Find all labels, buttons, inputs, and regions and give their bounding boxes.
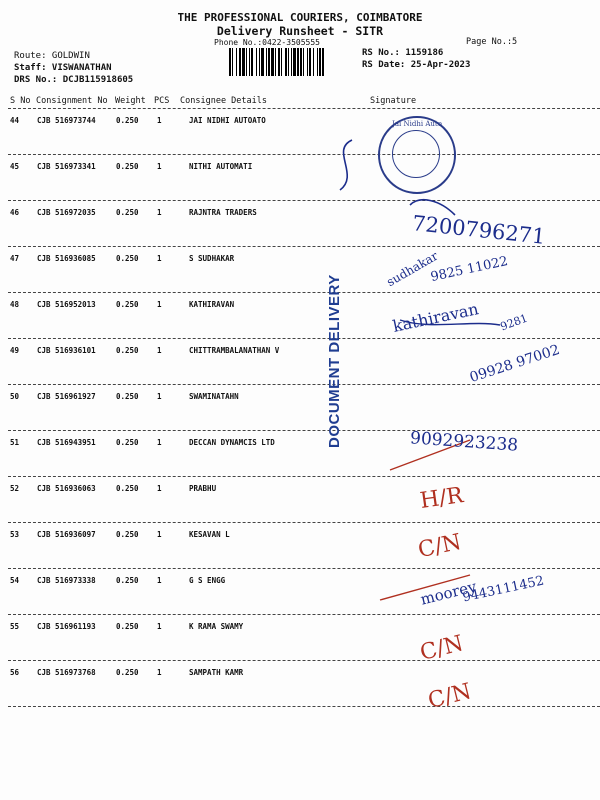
row-sno: 44 xyxy=(10,116,20,125)
row-consignee: K RAMA SWAMY xyxy=(189,622,244,631)
row-weight: 0.250 xyxy=(116,484,139,493)
row-weight: 0.250 xyxy=(116,530,139,539)
row-consignment-no: CJB 516973768 xyxy=(37,668,96,677)
rs-number: RS No.: 1159186 xyxy=(362,48,444,58)
row-weight: 0.250 xyxy=(116,576,139,585)
row-consignee: KESAVAN L xyxy=(189,530,230,539)
row-sno: 54 xyxy=(10,576,20,585)
row-sno: 49 xyxy=(10,346,20,355)
row-consignment-no: CJB 516973744 xyxy=(37,116,96,125)
handwritten-phone-46: 7200796271 xyxy=(411,211,547,249)
row-consignee: DECCAN DYNAMCIS LTD xyxy=(189,438,275,447)
row-consignee: NITHI AUTOMATI xyxy=(189,162,253,171)
rs-date: RS Date: 25-Apr-2023 xyxy=(362,60,471,70)
handwritten-name-48: kathiravan xyxy=(390,299,481,336)
row-pcs: 1 xyxy=(157,300,162,309)
row-sno: 47 xyxy=(10,254,20,263)
document-delivery-stamp: DOCUMENT DELIVERY xyxy=(326,274,343,448)
row-weight: 0.250 xyxy=(116,116,139,125)
row-sno: 51 xyxy=(10,438,20,447)
handwritten-cln-55: C/N xyxy=(417,631,466,666)
route-label: Route: GOLDWIN xyxy=(14,51,90,61)
handwritten-num-49: 09928 97002 xyxy=(467,341,562,387)
row-consignment-no: CJB 516943951 xyxy=(37,438,96,447)
row-consignee: SAMPATH KAMR xyxy=(189,668,244,677)
row-sno: 46 xyxy=(10,208,20,217)
row-consignment-no: CJB 516961193 xyxy=(37,622,96,631)
col-header-consignment: Consignment No xyxy=(36,96,108,106)
row-pcs: 1 xyxy=(157,346,162,355)
handwritten-num-48: 9281 xyxy=(498,311,530,334)
col-header-weight: Weight xyxy=(115,96,146,106)
row-weight: 0.250 xyxy=(116,438,139,447)
row-consignee: PRABHU xyxy=(189,484,217,493)
page-number: Page No.:5 xyxy=(466,37,518,47)
staff-label: Staff: VISWANATHAN xyxy=(14,63,112,73)
row-pcs: 1 xyxy=(157,530,162,539)
col-header-sno: S No xyxy=(10,96,31,106)
row-pcs: 1 xyxy=(157,162,162,171)
row-pcs: 1 xyxy=(157,254,162,263)
row-consignee: S SUDHAKAR xyxy=(189,254,235,263)
row-consignment-no: CJB 516936101 xyxy=(37,346,96,355)
row-sno: 56 xyxy=(10,668,20,677)
row-weight: 0.250 xyxy=(116,300,139,309)
row-consignee: CHITTRAMBALANATHAN V xyxy=(189,346,280,355)
row-consignee: SWAMINATAHN xyxy=(189,392,239,401)
handwritten-phone-51: 9092923238 xyxy=(409,428,519,456)
row-pcs: 1 xyxy=(157,576,162,585)
company-name: THE PROFESSIONAL COURIERS, COIMBATORE xyxy=(177,11,423,24)
handwritten-name-47: sudhakar xyxy=(384,248,441,290)
row-pcs: 1 xyxy=(157,668,162,677)
row-pcs: 1 xyxy=(157,392,162,401)
row-pcs: 1 xyxy=(157,116,162,125)
row-consignment-no: CJB 516936097 xyxy=(37,530,96,539)
row-weight: 0.250 xyxy=(116,162,139,171)
row-sno: 52 xyxy=(10,484,20,493)
row-sno: 45 xyxy=(10,162,20,171)
row-weight: 0.250 xyxy=(116,208,139,217)
row-weight: 0.250 xyxy=(116,668,139,677)
row-consignment-no: CJB 516936085 xyxy=(37,254,96,263)
handwritten-cln-56: C/N xyxy=(425,679,474,714)
col-header-signature: Signature xyxy=(370,96,417,106)
row-consignee: KATHIRAVAN xyxy=(189,300,235,309)
row-consignment-no: CJB 516973341 xyxy=(37,162,96,171)
drs-number: DRS No.: DCJB115918605 xyxy=(14,75,134,85)
handwritten-phone-54: 9443111452 xyxy=(461,573,546,606)
row-consignee: JAI NIDHI AUTOATO xyxy=(189,116,266,125)
row-pcs: 1 xyxy=(157,438,162,447)
row-consignment-no: CJB 516936063 xyxy=(37,484,96,493)
row-consignment-no: CJB 516973338 xyxy=(37,576,96,585)
row-sno: 48 xyxy=(10,300,20,309)
row-consignment-no: CJB 516972035 xyxy=(37,208,96,217)
col-header-pcs: PCS xyxy=(154,96,170,106)
handwritten-hr-52: H/R xyxy=(418,483,465,514)
row-sno: 55 xyxy=(10,622,20,631)
row-weight: 0.250 xyxy=(116,346,139,355)
seal-text: Jai Nidhi Auto xyxy=(392,120,442,128)
row-sno: 53 xyxy=(10,530,20,539)
handwritten-num-47: 9825 11022 xyxy=(429,253,510,286)
row-pcs: 1 xyxy=(157,208,162,217)
row-weight: 0.250 xyxy=(116,254,139,263)
row-consignee: RAJNTRA TRADERS xyxy=(189,208,257,217)
col-header-consignee: Consignee Details xyxy=(180,96,267,106)
row-consignee: G S ENGG xyxy=(189,576,226,585)
row-pcs: 1 xyxy=(157,484,162,493)
row-weight: 0.250 xyxy=(116,622,139,631)
runsheet-title: Delivery Runsheet - SITR xyxy=(216,24,384,38)
row-consignment-no: CJB 516952013 xyxy=(37,300,96,309)
row-consignment-no: CJB 516961927 xyxy=(37,392,96,401)
row-weight: 0.250 xyxy=(116,392,139,401)
handwritten-cln-53: C/N xyxy=(415,529,464,564)
row-sno: 50 xyxy=(10,392,20,401)
row-pcs: 1 xyxy=(157,622,162,631)
phone-number: Phone No.:0422-3505555 xyxy=(214,38,320,47)
handwritten-name-54: moorey xyxy=(418,577,479,609)
